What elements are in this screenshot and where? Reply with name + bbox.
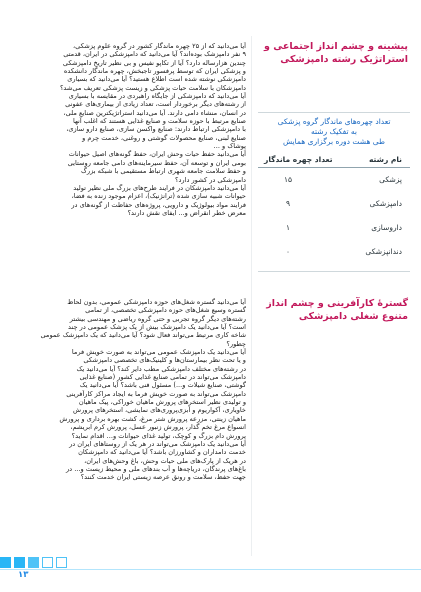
body-line: آیا می‌دانید یک دامپزشک عمومی می‌تواند به صورت خویش فرما [71, 348, 246, 357]
caption-line: طی هشت دوره برگزاری همایش [282, 137, 385, 146]
body-line: آیا می‌دانید حفظ حیات وحش ایران، حفظ گونه‌های اصیل حیوانات [68, 150, 246, 159]
footer-square-icon [28, 557, 39, 568]
heading-line: استراتژیک رشته دامپزشکی [280, 54, 408, 65]
body-line: و یا تحت نظر بیمارستان‌ها و کلینیک‌های تخصصی دامپزشکی [83, 356, 246, 365]
caption-line: به تفکیک رشته [310, 127, 358, 136]
body-line: معرض خطر انقراض و... ایفای نقش دارند؟ [127, 208, 246, 217]
body-line: پوشاک و ... [213, 142, 246, 151]
field-cell: داروسازی [371, 223, 402, 232]
col-field-header: نام رشته [368, 155, 402, 164]
body-line: خاویاری، آکواریوم و آبزی‌پروری‌های نمایشی، استخرهای پرورش [73, 406, 246, 415]
body-line: آیا می‌دانید یک دامپزشک می‌تواند در هر یک از روستاهای ایران در [69, 439, 246, 448]
body-line: دامپزشک می‌تواند در تمامی صنایع غذایی کشور (صنایع غذایی [79, 373, 246, 382]
body-line: آیا می‌دانید دامپزشکان در فرایند طرح‌های بزرگ ملی نظیر تولید [73, 183, 246, 192]
footer-square-icon [0, 557, 11, 568]
body-line: صنایع مرتبط با حوزه سلامت و صنایع غذایی هستند که اغلب آنها [72, 117, 246, 126]
body-line: دامپزشک می‌تواند به صورت خویش فرما به ایجاد مراکز کارآفرینی [66, 389, 246, 398]
heading-line: گسترهٔ کارآفرینی و چشم انداز [266, 298, 408, 309]
body-line: دامپزشکی نوشته شده است اطلاع هستید؟ آیا می‌دانید که بسیاری [67, 75, 246, 84]
body-text-top [30, 42, 246, 217]
field-cell: دامپزشکی [369, 199, 402, 208]
side-heading-entrepreneurship [258, 297, 408, 323]
body-line: شاخه کاری مرتبط می‌تواند فعال شود؟ آیا می‌دانید که یک دامپزشک عمومی [40, 331, 246, 340]
body-line: و پزشکی ایران که توسط پرفسور تاجبخش، چهره ماندگار دانشکده [63, 67, 246, 76]
count-cell: ۱ [286, 223, 291, 232]
heading-line: متنوع شغلی دامپزشکی [298, 311, 408, 322]
body-text-bottom [30, 298, 246, 482]
body-line: پرورش دام بزرگ و کوچک، تولید غذای حیوانات و... اقدام نماید؟ [71, 431, 246, 440]
field-cell: پزشکی [379, 175, 402, 184]
body-line: آیا می‌دانید که از ۲۵ چهره ماندگار کشور در گروه علوم پزشکی، [72, 42, 246, 50]
body-line: خدمت دامداران و کشاورزان باشد؟ آیا می‌دانید که دامپزشکان [78, 448, 246, 457]
body-line: در انسان، منشاء دامی دارند. آیا می‌دانید استراتژیکترین صنایع ملی، [63, 108, 246, 117]
footer-square-icon [14, 557, 25, 568]
column-divider [251, 36, 252, 556]
body-line: دامپزشکی در کشور دارد؟ [175, 175, 246, 184]
page-number: ۱۳ [18, 570, 29, 580]
body-line: فرایند مواد بیولوژیک و دارویی، پروژه‌های حفاظت از گونه‌های در [71, 200, 246, 209]
heading-line: پیشینه و چشم انداز اجتماعی و [264, 41, 408, 52]
body-line: و تولیدی نظیر استخرهای پرورش ماهیان خوراکی، پیک ماهیان [78, 398, 246, 407]
memorable-figures-table [258, 112, 410, 272]
body-line: آیا می‌دانید گستره شغل‌های حوزه دامپزشکی عمومی، بدون لحاظ [67, 298, 246, 306]
body-line: بومی ایران و توسعه آن، حفظ سیرماینه‌های دامی جامعه روستایی [67, 158, 246, 167]
footer-square-outline-icon [56, 557, 67, 568]
field-cell: دندانپزشکی [365, 247, 402, 256]
table-caption [258, 117, 410, 147]
col-count-header: تعداد چهره ماندگار [264, 155, 333, 164]
caption-line: تعداد چهره‌های ماندگار گروه پزشکی [277, 117, 391, 126]
body-line: آیا می‌دانید که دامپزشکی از جایگاه راهبردی در مقایسه با بسیاری [68, 92, 246, 101]
body-line: ماهیان زینتی، مزرعه پرورش شتر مرغ، کشت بهره برداری و پرورش [59, 414, 246, 423]
body-line: از رشته‌های دیگر برخوردار است، تعداد زیادی از بیماری‌های عفونی [65, 100, 246, 109]
body-line: باغ‌های پرندگان، دریاچه‌ها و آب بندهای ملی و محیط زیست و... در [66, 464, 246, 473]
table-row [258, 247, 410, 271]
body-line: در رشته‌های مختلف دامپزشکی مطب دایر کند؟ آیا می‌دانید یک [76, 364, 246, 373]
count-cell: ۰ [286, 247, 291, 256]
side-heading-social [258, 40, 408, 66]
body-line: صنایع لبنی، صنایع محصولات گوشتی و روغنی، خدمت چرم و [82, 133, 246, 142]
body-line: چندین هزارساله دارد؟ آیا از تکاپو نفیس و بی نظیر تاریخ دامپزشکی [62, 58, 246, 67]
body-line: انسواع مرغ تخم گذار، پرورش زنبور عسل، پرورش کرم ابریشم، [70, 423, 246, 432]
table-row [258, 175, 410, 199]
body-line: چطور؟ [226, 339, 246, 348]
body-line: ۹ نفر دامپزشک بوده‌اند؟ آیا می‌دانید که دامپزشکی در ایران، قدمتی [63, 50, 246, 59]
footer-square-outline-icon [42, 557, 53, 568]
body-line: و حفظ سلامت جامعه شهری ارتباط مستقیمی با شبکه بزرگ [81, 167, 246, 176]
count-cell: ۱۵ [284, 175, 293, 184]
body-line: است؟ آیا می‌دانید یک دامپزشک بیش از یک پزشک عمومی در چند [68, 323, 246, 332]
body-line: حیوانات شبیه سازی شده (ترانژنیک)، اعزام موجود زنده به فضا، [71, 192, 246, 201]
table-row [258, 199, 410, 223]
count-cell: ۹ [286, 199, 291, 208]
body-line: دامپزشکان با سلامت حیات پزشکی و زیست پزشکی تعریف می‌شد؟ [59, 83, 246, 92]
body-line: در هریک از پارک‌های ملی حیات وحش، باغ وحش‌های ایران، [84, 456, 246, 465]
table-header [258, 153, 410, 168]
body-line: با دامپزشکی ارتباط دارند: صنایع واکسن سازی، صنایع دارو سازی، [66, 125, 246, 134]
table-row [258, 223, 410, 247]
body-line: جهت حفظ، سلامت و رونق عرصه زیستی ایران خدمت کنند؟ [80, 473, 246, 482]
body-line: رشته‌های دیگر گروه تجربی و حتی گروه ریاضی و مهندسی بیشتر [69, 314, 246, 323]
body-line: گوشتی، صنایع شیلات و...) مسئول فنی باشد؟ آیا می‌دانید یک [79, 381, 246, 390]
body-line: گستره وسیع شغل‌های حوزه دامپزشکی تخصصی، از تمامی [85, 306, 246, 315]
footer-rule [0, 569, 421, 570]
